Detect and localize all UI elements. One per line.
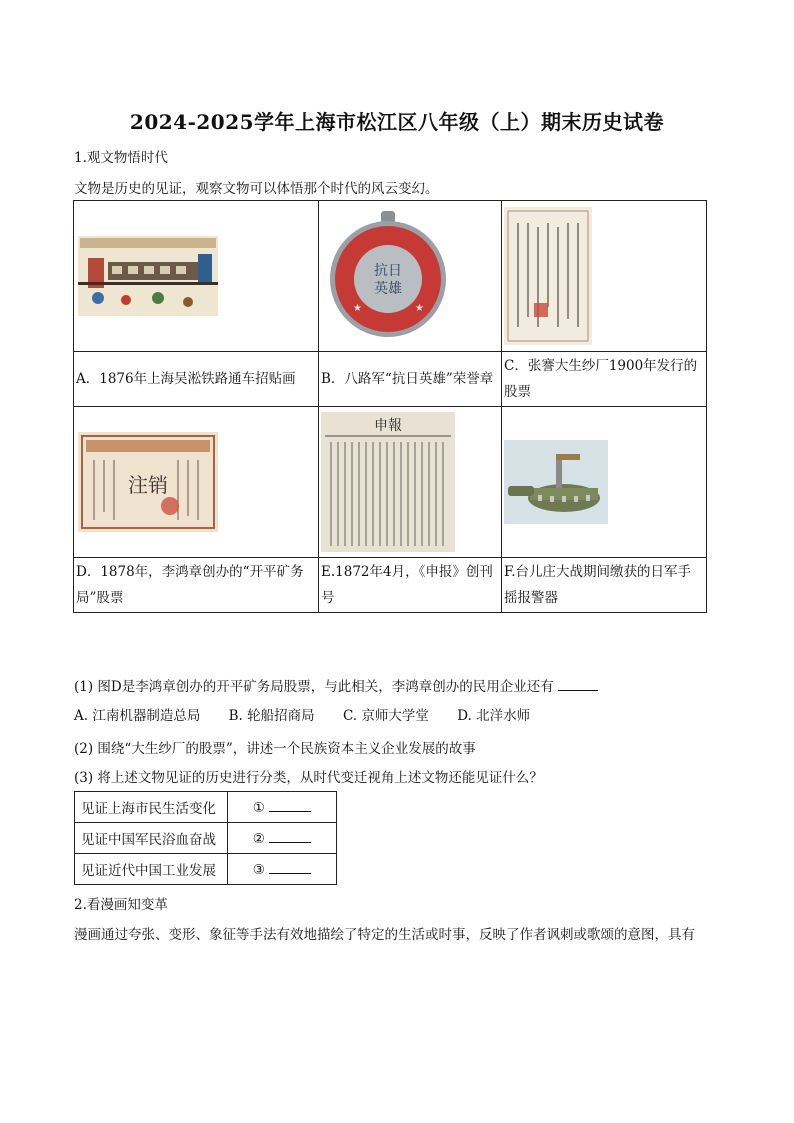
option-d[interactable]: D. 北洋水师 xyxy=(457,708,531,724)
circled-number: ② xyxy=(252,830,265,847)
circled-number: ③ xyxy=(252,861,265,878)
svg-text:注销: 注销 xyxy=(128,473,168,497)
q1-heading: 1.观文物悟时代 xyxy=(74,150,168,166)
q2-intro: 漫画通过夸张、变形、象征等手法有效地描绘了特定的生活或时事，反映了作者讽刺或歌颂的意图，具有 xyxy=(74,927,695,943)
caption-a: A．1876年上海吴淞铁路通车招贴画 xyxy=(74,352,319,407)
caption-f: F.台儿庄大战期间缴获的日军手摇报警器 xyxy=(502,558,707,613)
cell-image-e xyxy=(319,407,502,558)
table-row xyxy=(75,823,337,854)
classify-label: 见证近代中国工业发展 xyxy=(75,854,228,885)
q2-heading: 2.看漫画知变革 xyxy=(74,897,168,913)
answer-blank[interactable] xyxy=(269,830,311,843)
classify-answer[interactable] xyxy=(228,792,337,823)
cell-image-a xyxy=(74,201,319,352)
caption-d: D．1878年，李鸿章创办的“开平矿务局”股票 xyxy=(74,558,319,613)
caption-e: E.1872年4月，《申报》创刊号 xyxy=(319,558,502,613)
cell-image-c xyxy=(502,201,707,352)
q1-sub2: (2) 围绕“大生纱厂的股票”，讲述一个民族资本主义企业发展的故事 xyxy=(74,741,476,757)
table-row xyxy=(75,792,337,823)
answer-blank[interactable] xyxy=(269,861,311,874)
table-row xyxy=(75,854,337,885)
classify-label: 见证中国军民浴血奋战 xyxy=(75,823,228,854)
classify-label: 见证上海市民生活变化 xyxy=(75,792,228,823)
kaiping-stock-image xyxy=(78,432,218,532)
svg-text:英雄: 英雄 xyxy=(374,281,402,297)
option-c[interactable]: C. 京师大学堂 xyxy=(342,708,429,724)
cell-image-d xyxy=(74,407,319,558)
classify-answer[interactable] xyxy=(228,823,337,854)
classify-answer[interactable] xyxy=(228,854,337,885)
q1-options xyxy=(74,704,554,724)
newspaper-image xyxy=(321,412,455,552)
medal-image xyxy=(323,211,453,341)
caption-b: B．八路军“抗日英雄”荣誉章 xyxy=(319,352,502,407)
exam-title: 2024-2025学年上海市松江区八年级（上）期末历史试卷 xyxy=(129,110,665,134)
classification-table xyxy=(74,791,337,885)
railway-poster-image xyxy=(78,236,218,316)
cell-image-f xyxy=(502,407,707,558)
option-a[interactable]: A. 江南机器制造总局 xyxy=(74,708,201,724)
circled-number: ① xyxy=(252,799,265,816)
caption-c: C．张謇大生纱厂1900年发行的股票 xyxy=(502,352,707,407)
stock-certificate-image xyxy=(504,207,592,345)
q1-sub3: (3) 将上述文物见证的历史进行分类，从时代变迁视角上述文物还能见证什么？ xyxy=(74,770,543,786)
answer-blank[interactable] xyxy=(269,799,311,812)
answer-blank[interactable] xyxy=(558,678,598,691)
cell-image-b xyxy=(319,201,502,352)
option-b[interactable]: B. 轮船招商局 xyxy=(228,708,315,724)
q1-intro: 文物是历史的见证，观察文物可以体悟那个时代的风云变幻。 xyxy=(74,181,439,197)
svg-text:申報: 申報 xyxy=(374,418,402,434)
relics-table xyxy=(73,200,707,613)
q1-sub1 xyxy=(74,675,598,695)
q1-sub1-text: (1) 图D是李鸿章创办的开平矿务局股票，与此相关，李鸿章创办的民用企业还有 xyxy=(74,679,554,695)
svg-text:抗日: 抗日 xyxy=(374,263,402,279)
svg-text:★: ★ xyxy=(415,303,424,314)
siren-image xyxy=(504,440,608,524)
svg-text:★: ★ xyxy=(353,303,362,314)
